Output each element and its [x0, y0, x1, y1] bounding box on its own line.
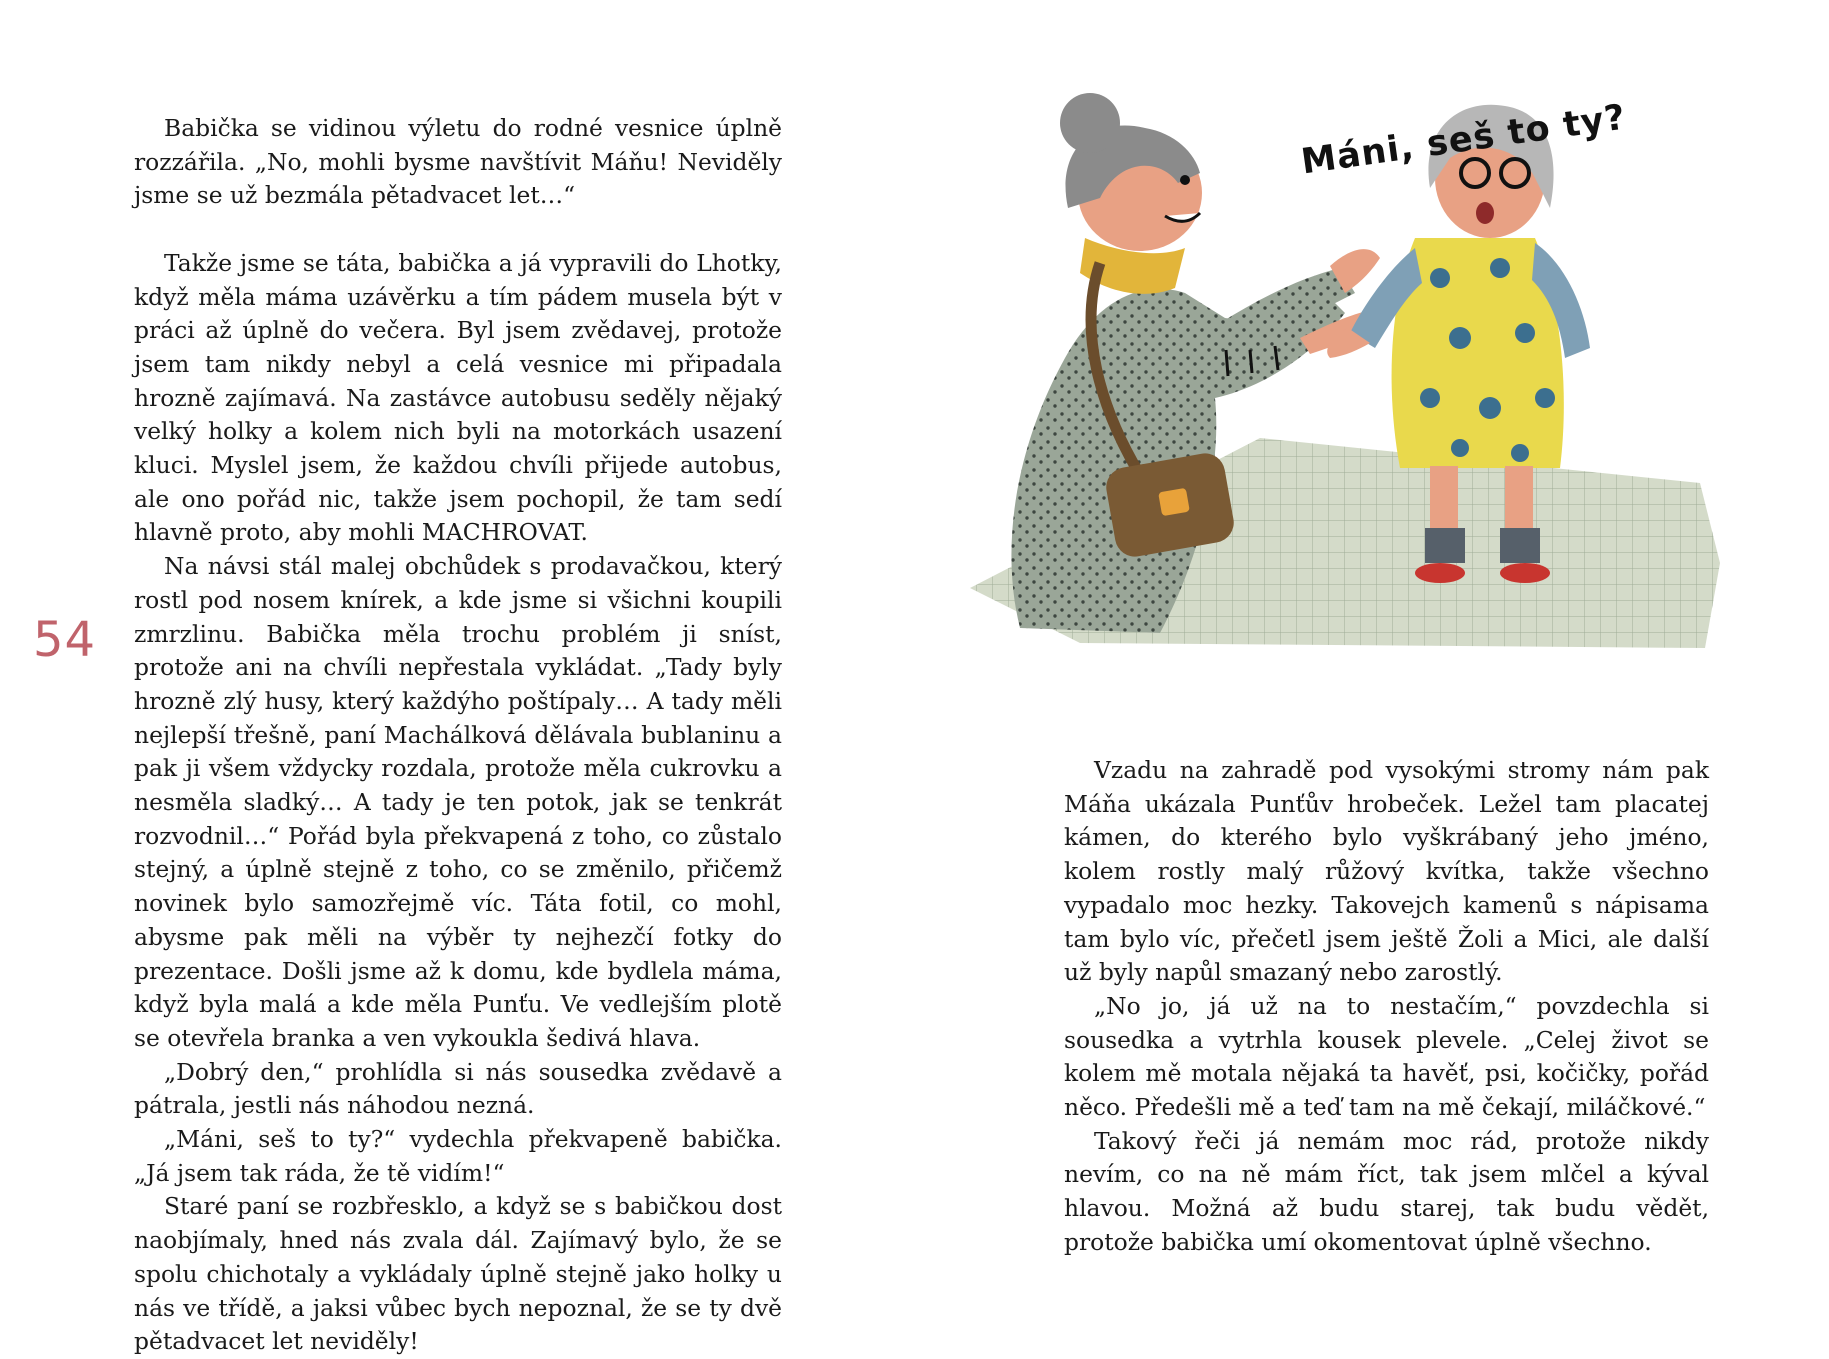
left-page-text — [134, 112, 782, 1359]
paragraph: „Dobrý den,“ prohlídla si nás sousedka zvědavě a pátrala, jestli nás náhodou nezná. — [134, 1057, 782, 1120]
illustration-drawing — [960, 88, 1760, 668]
page-number: 54 — [33, 612, 97, 668]
paragraph: Takový řeči já nemám moc rád, protože nikdy nevím, co na ně mám říct, tak jsem mlčel a kýval hlavou. Možná až budu starej, tak budu vědět, protože babička umí okomentovat úplně všechno. — [1064, 1126, 1709, 1256]
paragraph: Na návsi stál malej obchůdek s prodavačkou, který rostl pod nosem knírek, a kde jsme si všichni koupili zmrzlinu. Babička měla trochu problém ji sníst, protože ani na chvíli nepřestala vykládat. „Tady byly hrozně zlý husy, který každýho poštípaly… A tady měli nejlepší třešně, paní Machálková dělávala bublaninu a pak ji všem vždycky rozdala, protože měla cukrovku a nesměla sladký… A tady je ten potok, jak se tenkrát rozvodnil…“ Pořád byla překvapená z toho, co zůstalo stejný, a úplně stejně z toho, co se změnilo, přičemž novinek bylo samozřejmě víc. Táta fotil, co mohl, abysme pak měli na výběr ty nejhezčí fotky do prezentace. Došli jsme až k domu, kde bydlela máma, když byla malá a kde měla Punťu. Ve vedlejším plotě se otevřela branka a ven vykoukla šedivá hlava. — [134, 552, 782, 1052]
paragraph: Staré paní se rozbřesklo, a když se s babičkou dost naobjímaly, hned nás zvala dál. Zajímavý bylo, že se spolu chichotaly a vykládaly úplně stejně jako holky u nás ve třídě, a jaksi vůbec bych nepoznal, že se ty dvě pětadvacet let neviděly! — [134, 1192, 782, 1356]
right-page-text — [1064, 754, 1709, 1260]
speech-bubble-text: Máni, seš to ty? — [1298, 97, 1629, 183]
illustration-two-grandmothers — [960, 88, 1760, 668]
paragraph: „Máni, seš to ty?“ vydechla překvapeně babička. „Já jsem tak ráda, že tě vidím!“ — [134, 1125, 782, 1187]
paragraph: Vzadu na zahradě pod vysokými stromy nám pak Máňa ukázala Punťův hrobeček. Ležel tam placatej kámen, do kterého bylo vyškrábaný jeho jméno, kolem rostly malý růžový kvítka, takže všechno vypadalo moc hezky. Takovejch kamenů s nápisama tam bylo víc, přečetl jsem ještě Žoli a Mici, ale další už byly napůl smazaný nebo zarostlý. — [1064, 756, 1709, 987]
paragraph: Babička se vidinou výletu do rodné vesnice úplně rozzářila. „No, mohli bysme navštívit Máňu! Neviděly jsme se už bezmála pětadvacet let…“ — [134, 114, 782, 210]
paragraph: Takže jsme se táta, babička a já vypravili do Lhotky, když měla máma uzávěrku a tím pádem musela být v práci až úplně do večera. Byl jsem zvědavej, protože jsem tam nikdy nebyl a celá vesnice mi připadala hrozně zajímavá. Na zastávce autobusu seděly nějaký velký holky a kolem nich byli na motorkách usazení kluci. Myslel jsem, že každou chvíli přijede autobus, ale ono pořád nic, takže jsem pochopil, že tam sedí hlavně proto, aby mohli MACHROVAT. — [134, 248, 782, 547]
paragraph: „No jo, já už na to nestačím,“ povzdechla si sousedka a vytrhla kousek plevele. „Celej život se kolem mě motala nějaká ta havěť, psi, kočičky, pořád něco. Předešli mě a teď tam na mě čekají, miláčkové.“ — [1064, 991, 1709, 1122]
